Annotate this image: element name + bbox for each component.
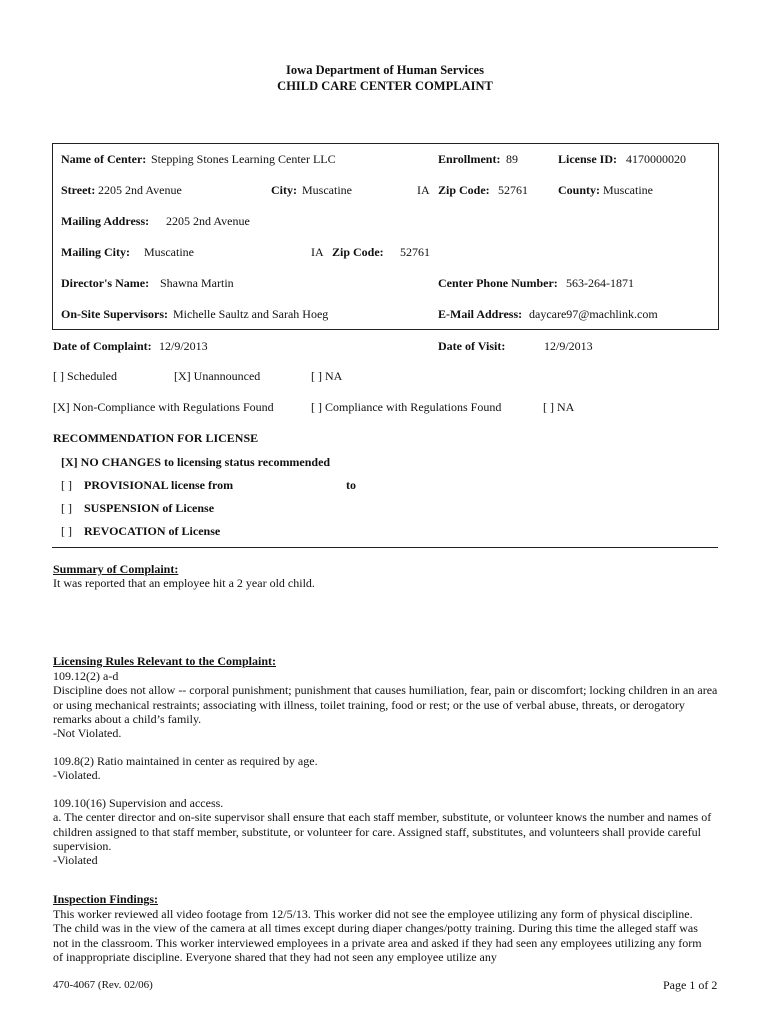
compliance-checkbox: [ ] Compliance with Regulations Found bbox=[311, 400, 502, 414]
mailing-city-label: Mailing City: bbox=[61, 245, 130, 259]
unannounced-checkbox: [X] Unannounced bbox=[174, 369, 261, 383]
visit-date-value: 12/9/2013 bbox=[544, 339, 593, 353]
scheduled-checkbox: [ ] Scheduled bbox=[53, 369, 117, 383]
rule-line: 109.8(2) Ratio maintained in center as required by age. bbox=[53, 754, 318, 768]
enrollment-label: Enrollment: bbox=[438, 152, 501, 166]
visit-date-label: Date of Visit: bbox=[438, 339, 506, 353]
rule-line: or using mechanical restraints; associating with illness, toilet training, food or rest; or the use of verbal abuse, threats, or derogatory bbox=[53, 697, 685, 712]
street-value: 2205 2nd Avenue bbox=[98, 183, 182, 197]
noncompliance-checkbox: [X] Non-Compliance with Regulations Found bbox=[53, 400, 274, 414]
rule-line: -Not Violated. bbox=[53, 726, 122, 741]
rule-109-12 bbox=[53, 669, 721, 740]
findings-heading: Inspection Findings: bbox=[53, 892, 159, 906]
findings-line: not in the classroom. This worker interviewed employees in a private area and asked if they had seen any employees utilizing any form bbox=[53, 935, 702, 950]
mailing-zip-label: Zip Code: bbox=[332, 245, 384, 259]
rules-heading: Licensing Rules Relevant to the Complaint: bbox=[53, 654, 276, 668]
complaint-date-label: Date of Complaint: bbox=[53, 339, 152, 353]
section-divider bbox=[52, 547, 718, 548]
suspension-checkbox: [ ] bbox=[61, 501, 72, 515]
rule-line: a. The center director and on-site supervisor shall ensure that each staff member, substitute, or volunteer knows the number and names of bbox=[53, 810, 712, 825]
center-name-value: Stepping Stones Learning Center LLC bbox=[151, 152, 336, 166]
provisional-to: to bbox=[346, 478, 356, 492]
provisional-option: PROVISIONAL license from bbox=[84, 478, 234, 492]
summary-text: It was reported that an employee hit a 2 year old child. bbox=[53, 576, 315, 590]
no-changes-option: [X] NO CHANGES to licensing status recommended bbox=[61, 455, 331, 469]
compliance-na-checkbox: [ ] NA bbox=[543, 400, 575, 414]
license-id-value: 4170000020 bbox=[626, 152, 686, 166]
rule-109-10 bbox=[53, 796, 721, 867]
mailing-address-label: Mailing Address: bbox=[61, 214, 150, 228]
agency-name: Iowa Department of Human Services bbox=[286, 63, 484, 77]
mailing-address-value: 2205 2nd Avenue bbox=[166, 214, 250, 228]
findings-text bbox=[53, 907, 721, 964]
complaint-date-value: 12/9/2013 bbox=[159, 339, 208, 353]
phone-label: Center Phone Number: bbox=[438, 276, 558, 290]
page-number: Page 1 of 2 bbox=[663, 978, 718, 992]
revocation-checkbox: [ ] bbox=[61, 524, 72, 538]
street-label: Street: bbox=[61, 183, 96, 197]
zip-value: 52761 bbox=[498, 183, 528, 197]
state-value: IA bbox=[417, 183, 430, 197]
zip-label: Zip Code: bbox=[438, 183, 490, 197]
phone-value: 563-264-1871 bbox=[566, 276, 634, 290]
enrollment-value: 89 bbox=[506, 152, 518, 166]
mailing-zip-value: 52761 bbox=[400, 245, 430, 259]
rule-line: 109.12(2) a-d bbox=[53, 669, 119, 683]
supervisors-label: On-Site Supervisors: bbox=[61, 307, 169, 321]
county-label: County: bbox=[558, 183, 601, 197]
visit-na-checkbox: [ ] NA bbox=[311, 369, 343, 383]
recommendation-heading: RECOMMENDATION FOR LICENSE bbox=[53, 431, 259, 445]
rule-line: Discipline does not allow -- corporal punishment; punishment that causes humiliation, fear, pain or discomfort; locking children in an area bbox=[53, 683, 718, 698]
findings-line: This worker reviewed all video footage from 12/5/13. This worker did not see the employee utilizing any form of physical discipline. bbox=[53, 907, 693, 921]
rule-line: supervision. bbox=[53, 838, 112, 853]
mailing-state-value: IA bbox=[311, 245, 324, 259]
director-label: Director's Name: bbox=[61, 276, 150, 290]
findings-line: of inappropriate discipline. Everyone shared that they had not seen any employee utilize any bbox=[53, 949, 497, 964]
form-number: 470-4067 (Rev. 02/06) bbox=[53, 979, 153, 991]
center-info-box bbox=[52, 143, 719, 330]
form-title: CHILD CARE CENTER COMPLAINT bbox=[277, 79, 493, 93]
provisional-checkbox: [ ] bbox=[61, 478, 72, 492]
rule-line: -Violated. bbox=[53, 768, 101, 783]
license-id-label: License ID: bbox=[558, 152, 617, 166]
revocation-option: REVOCATION of License bbox=[84, 524, 221, 538]
suspension-option: SUSPENSION of License bbox=[84, 501, 215, 515]
rule-line: 109.10(16) Supervision and access. bbox=[53, 796, 224, 810]
director-value: Shawna Martin bbox=[160, 276, 234, 290]
city-label: City: bbox=[271, 183, 297, 197]
mailing-city-value: Muscatine bbox=[144, 245, 194, 259]
rule-line: remarks about a child’s family. bbox=[53, 711, 202, 726]
county-value: Muscatine bbox=[603, 183, 653, 197]
findings-line: The child was in the view of the camera at all times except during diaper changes/potty training. During this time the alleged staff was bbox=[53, 921, 698, 936]
summary-heading: Summary of Complaint: bbox=[53, 562, 179, 576]
email-label: E-Mail Address: bbox=[438, 307, 523, 321]
email-value: daycare97@machlink.com bbox=[529, 307, 658, 321]
rule-109-8 bbox=[53, 754, 721, 783]
center-name-label: Name of Center: bbox=[61, 152, 147, 166]
supervisors-value: Michelle Saultz and Sarah Hoeg bbox=[173, 307, 329, 321]
city-value: Muscatine bbox=[302, 183, 352, 197]
rule-line: -Violated bbox=[53, 853, 98, 868]
rule-line: children assigned to that staff member, substitute, or volunteer for care. Assigned staff, substitutes, and volunteers shall provide careful bbox=[53, 824, 701, 839]
